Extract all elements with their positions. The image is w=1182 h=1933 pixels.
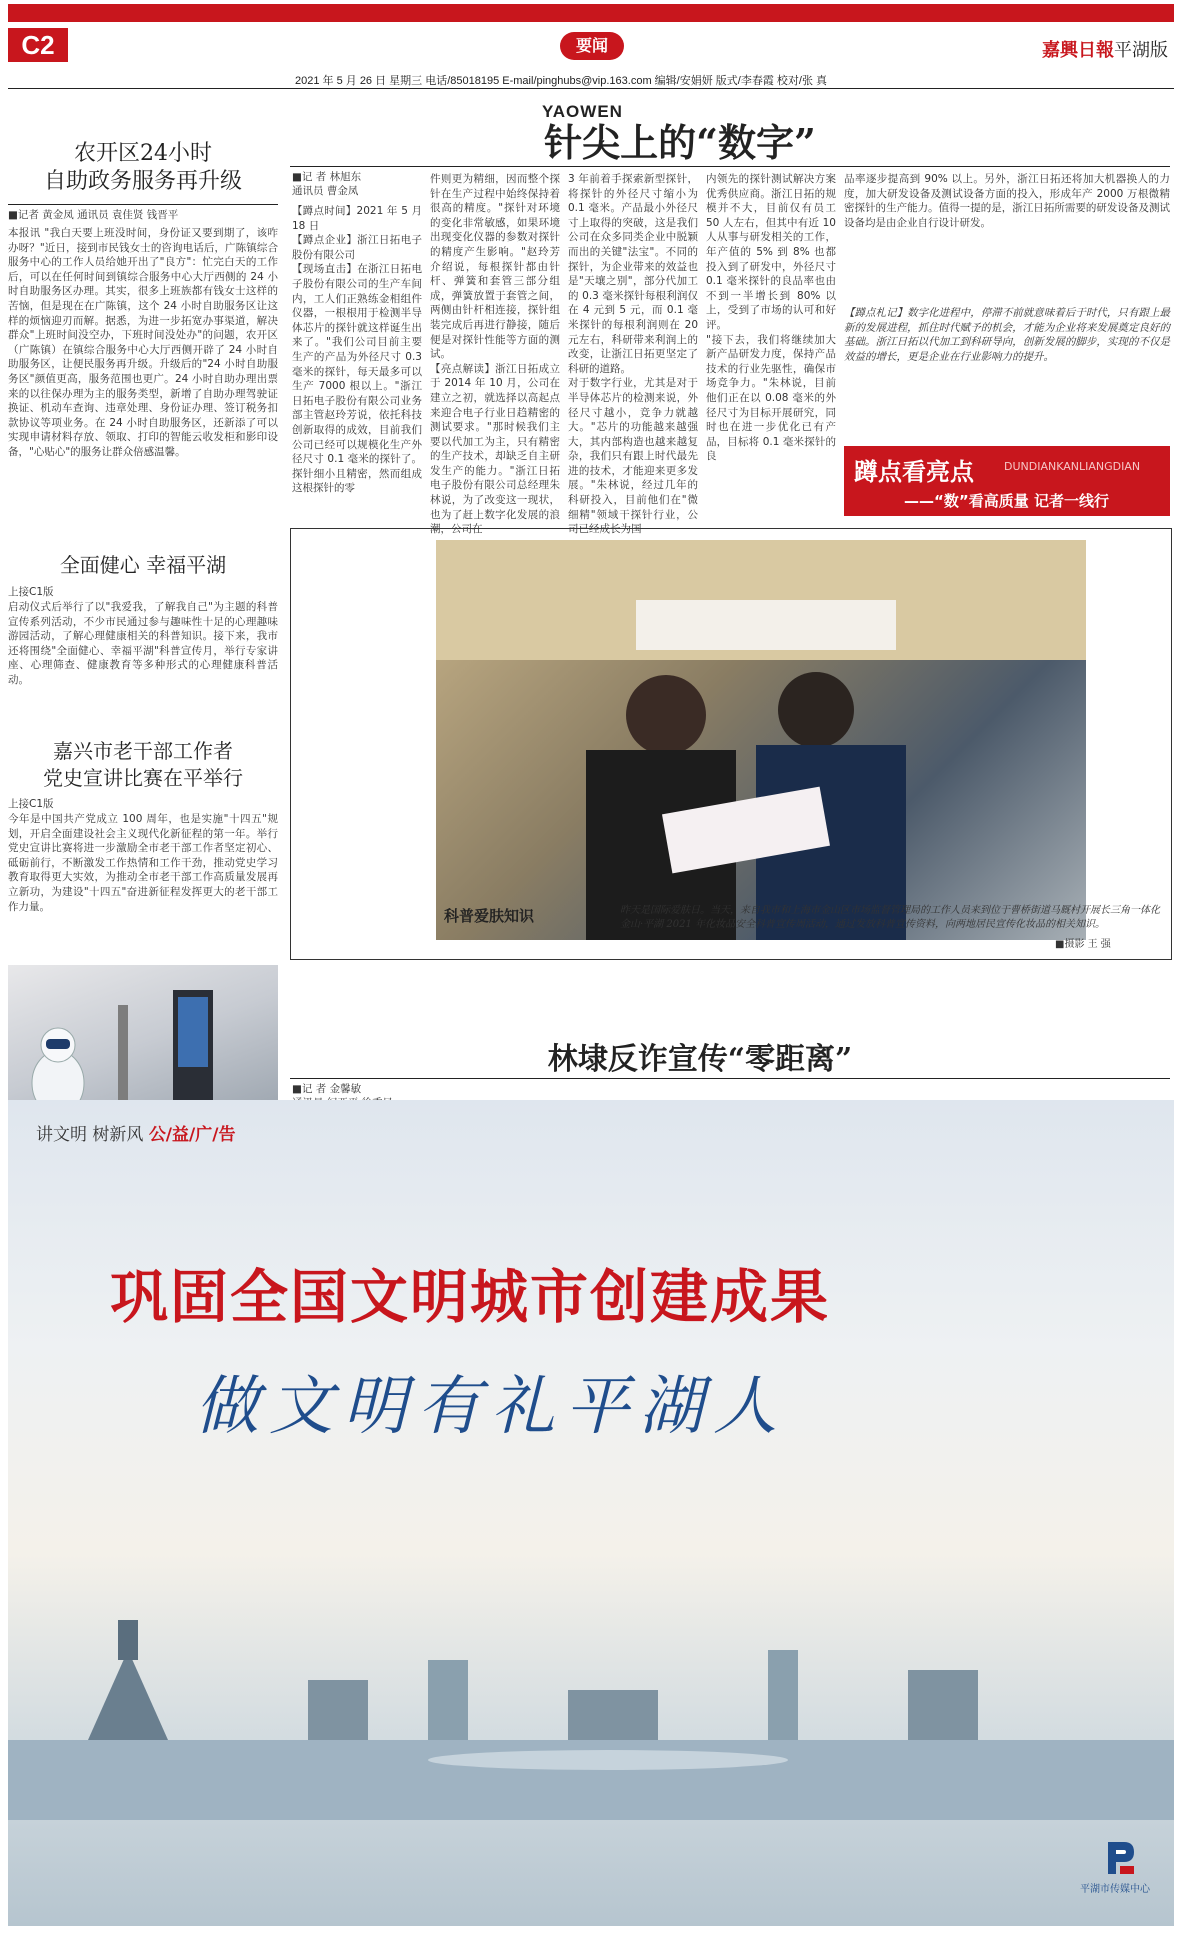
ad-slogan: 做文明有礼平湖人 xyxy=(195,1370,787,1444)
article-body-col3: 3 年前着手探索新型探针，将探针的外径尺寸缩小为 0.1 毫米。产品最小外径尺寸上取得的突破，这是我们公司在众多同类企业中脱颖而出的关键"法宝"。不同的探针，为企业带来的效益也是"天壤之别"，部分代加工的 0.3 毫米探针每根利润仅在 4 元到 5 元，而 0.1 毫米探针的每根利润则在 20 元左右，科研带来利润上的改变，让浙江日拓更坚定了科研的道路。 对于数字行业，尤其是对于半导体芯片的检测来说，外径尺寸越小，竞争力就越大。"芯片的功能越来越强大，其内部构造也越来越复杂，我们只有跟上时代最先进的技术，才能迎来更多发展。"朱林说，经过几年的科研投入，目前他们在"微细精"领域干探针行业，公司已经成长为国 xyxy=(568,173,698,536)
banner-english: DUNDIANKANLIANGDIAN xyxy=(1004,460,1141,473)
robot-service-photo xyxy=(8,965,278,1120)
article-body-col2: 件则更为精细，因而整个探针在生产过程中始终保持着很高的精度。"探针对环境的变化非常敏感，如果环境出现变化仪器的参数对探针的精度产生影响。"赵玲芳介绍说，每根探针都由针杆、弹簧和套管三部分组成，弹簧放置于套管之间，两侧由针杆相连接，探针组装完成后再进行静接，随后便是对探针性能等方面的测试。 【亮点解读】浙江日拓成立于 2014 年 10 月，公司在建立之初，就选择以高起点来迎合电子行业日趋精密的测试要求。"那时候我们主要以代加工为主，只有精密的生产技术，却缺乏自主研发生产的能力。"浙江日拓电子股份有限公司总经理朱林说，为了改变这一现状，也为了赶上数字化发展的浪潮，公司在 xyxy=(430,173,560,536)
logo-icon xyxy=(1100,1838,1140,1878)
masthead-brand xyxy=(1042,36,1168,62)
article-title-zone-service: 农开区24小时 自助政务服务再升级 xyxy=(43,141,242,194)
city-skyline-illustration xyxy=(8,1560,1174,1820)
article-body: 今年是中国共产党成立 100 周年，也是实施"十四五"规划，开启全面建设社会主义现代化新征程的第一年。举行党史宣讲比赛将进一步激励全市老干部工作者坚定初心、砥砺前行，不断激发工作热情和工作干劲，推动党史学习教育取得更大实效，为推动全市老干部工作高质量发展再立新功，为建设"十四五"奋进新征程发挥更大的老干部工作力量。 xyxy=(8,813,278,913)
robot-photo-illustration xyxy=(8,965,278,1120)
photo-caption: 昨天是国际爱肤日。当天，来自我市和上海市金山区市场监督管理局的工作人员来到位于曹桥街道马厩村开展长三角一体化金山·平湖 2021 年化妆品安全科普宣传周活动，通过发放科普宣传资料，向两地居民宣传化妆品的相关知识。 xyxy=(620,905,1160,930)
article-body-col5: 品率逐步提高到 90% 以上。另外，浙江日拓还将加大机器换人的力度，加大研发设备及测试设备方面的投入，形成年产 2000 万根微精密探针的生产能力。值得一提的是，浙江日拓所需要的研发设备及测试设备均是由企业自行设计研发。 xyxy=(844,173,1170,229)
ad-tag-normal: 讲文明 树新风 xyxy=(36,1125,149,1145)
article-title-mental-health: 全面健心 幸福平湖 xyxy=(59,553,227,577)
article-byline: ■记者 黄金凤 通讯员 袁佳贤 钱晋平 xyxy=(8,209,179,221)
photo-label: 科普爱肤知识 xyxy=(444,907,535,925)
divider xyxy=(290,1078,1170,1079)
top-red-bar xyxy=(8,4,1174,22)
article-body-col1: 【蹲点时间】2021 年 5 月 18 日 【蹲点企业】浙江日拓电子股份有限公司 【现场直击】在浙江日拓电子股份有限公司的生产车间内，工人们正熟练金相组件仪器，一根根用于检测半导体芯片的探针就这样诞生出来了。"我们公司目前主要生产的产品为外径尺寸 0.3 毫米的探针，每天最多可以生产 7000 根以上。"浙江日拓电子股份有限公司业务部主管赵玲芳说，依托科技创新取得的成效，目前我们公司已经可以规模化生产外径尺寸 0.1 毫米的探针了。探针细小且精密，然而组成这根探针的零 xyxy=(292,205,422,495)
skincare-event-photo xyxy=(436,540,1086,940)
ad-tagline xyxy=(36,1120,235,1145)
divider xyxy=(8,204,278,205)
editor-note: 【蹲点札记】数字化进程中，停滞不前就意味着后于时代，只有跟上最新的发展进程，抓住时代赋予的机会，才能为企业将来发展奠定良好的基础。浙江日拓以代加工到科研导向，创新发展的脚步，实现的不仅是效益的增长，更是企业在行业影响力的提升。 xyxy=(844,307,1170,363)
ad-footer: 平湖市传媒中心 xyxy=(1080,1884,1150,1895)
media-center-logo xyxy=(1100,1838,1140,1878)
brand-name: 嘉興日報 xyxy=(1042,40,1114,61)
article-title-party-history: 嘉兴市老干部工作者 党史宣讲比赛在平举行 xyxy=(43,739,243,790)
article-byline: ■记 者 金馨敏 xyxy=(292,1083,362,1095)
dateline: 2021 年 5 月 26 日 星期三 电话/85018195 E-mail/pinghubs@vip.163.com 编辑/安娟妍 版式/李春霞 校对/张 真 xyxy=(295,75,828,87)
divider xyxy=(290,166,1170,167)
section-en: YAOWEN xyxy=(542,102,623,121)
section-badge: 要闻 xyxy=(560,32,624,60)
continued-from: 上接C1版 xyxy=(8,798,54,810)
article-body-col4: 内领先的探针测试解决方案优秀供应商。浙江日拓的规模并不大，目前仅有员工 50 人左右，但其中有近 10 人从事与研发相关的工作，年产值的 5% 到 8% 也都投入到了研发中，外径尺寸 0.1 毫米探针的良品率也由不到一半增长到 80% 以上，受到了市场的认可和好评。 "接下去，我们将继续加大新产品研发力度，保持产品技术的行业先驱性，确保市场竞争力。"朱林说，目前他们正在以 0.08 毫米的外径尺寸为目标开展研究，同时也在进一步优化已有产品，目标将 0.1 毫米探针的良 xyxy=(706,173,836,463)
skincare-photo-illustration xyxy=(436,540,1086,940)
column-banner xyxy=(844,446,1170,516)
main-headline: 针尖上的“数字” xyxy=(544,120,816,165)
article-body: 启动仪式后举行了以"我爱我，了解我自己"为主题的科普宣传系列活动，不少市民通过参与趣味性十足的心理趣味游园活动，了解心理健康相关的科普知识。接下来，我市还将围绕"全面健心、幸福平湖"科普宣传月，举行专家讲座、心理筛查、健康教育等多种形式的心理健康科普活动。 xyxy=(8,601,278,686)
header-rule xyxy=(8,88,1174,89)
photo-credit: ■摄影 王 强 xyxy=(1055,939,1111,950)
ad-tag-red: 公/益/广/告 xyxy=(148,1125,236,1145)
banner-subtitle: ——“数”看高质量 记者一线行 xyxy=(904,492,1109,510)
ad-headline: 巩固全国文明城市创建成果 xyxy=(110,1263,831,1331)
article-body: 本报讯 "我白天要上班没时间，身份证又要到期了，该咋办呀？"近日，接到市民钱女士的咨询电话后，广陈镇综合服务中心的工作人员给她开出了"良方"：忙完白天的工作后，可以在任何时间到镇综合服务中心大厅西侧的 24 小时自助服务区办理。其实，很多上班族都有钱女士这样的苦恼，但是现在在广陈镇，这个 24 小时自助服务区让这样的烦恼迎刃而解。据悉，为进一步拓宽办事渠道，解决群众"上班时间没空办，下班时间没处办"的问题，农开区（广陈镇）在镇综合服务中心大厅西侧开辟了 24 小时自助服务区，让便民服务再升级。升级后的"24 小时自助服务区"颜值更高，服务范围也更广。24 小时自助办理出票来的以往保办理为主的服务类型，新增了自助办理驾驶证换证、机动车查询、违章处理、身份证办理、签订税务扣款协议等项业务。在 24 小时自助服务区，还新添了可以实现申请材料存放、领取、打印的智能云收发柜和影印设备，"心贴心"的服务让群众倍感温馨。 xyxy=(8,227,278,458)
continued-from: 上接C1版 xyxy=(8,586,54,598)
article-byline: ■记 者 林旭东 通讯员 曹金凤 xyxy=(292,171,362,197)
edition-name: 平湖版 xyxy=(1114,40,1168,61)
page-number: C2 xyxy=(8,28,68,62)
banner-title: 蹲点看亮点 xyxy=(854,458,974,486)
lower-headline: 林埭反诈宣传“零距离” xyxy=(547,1042,853,1077)
